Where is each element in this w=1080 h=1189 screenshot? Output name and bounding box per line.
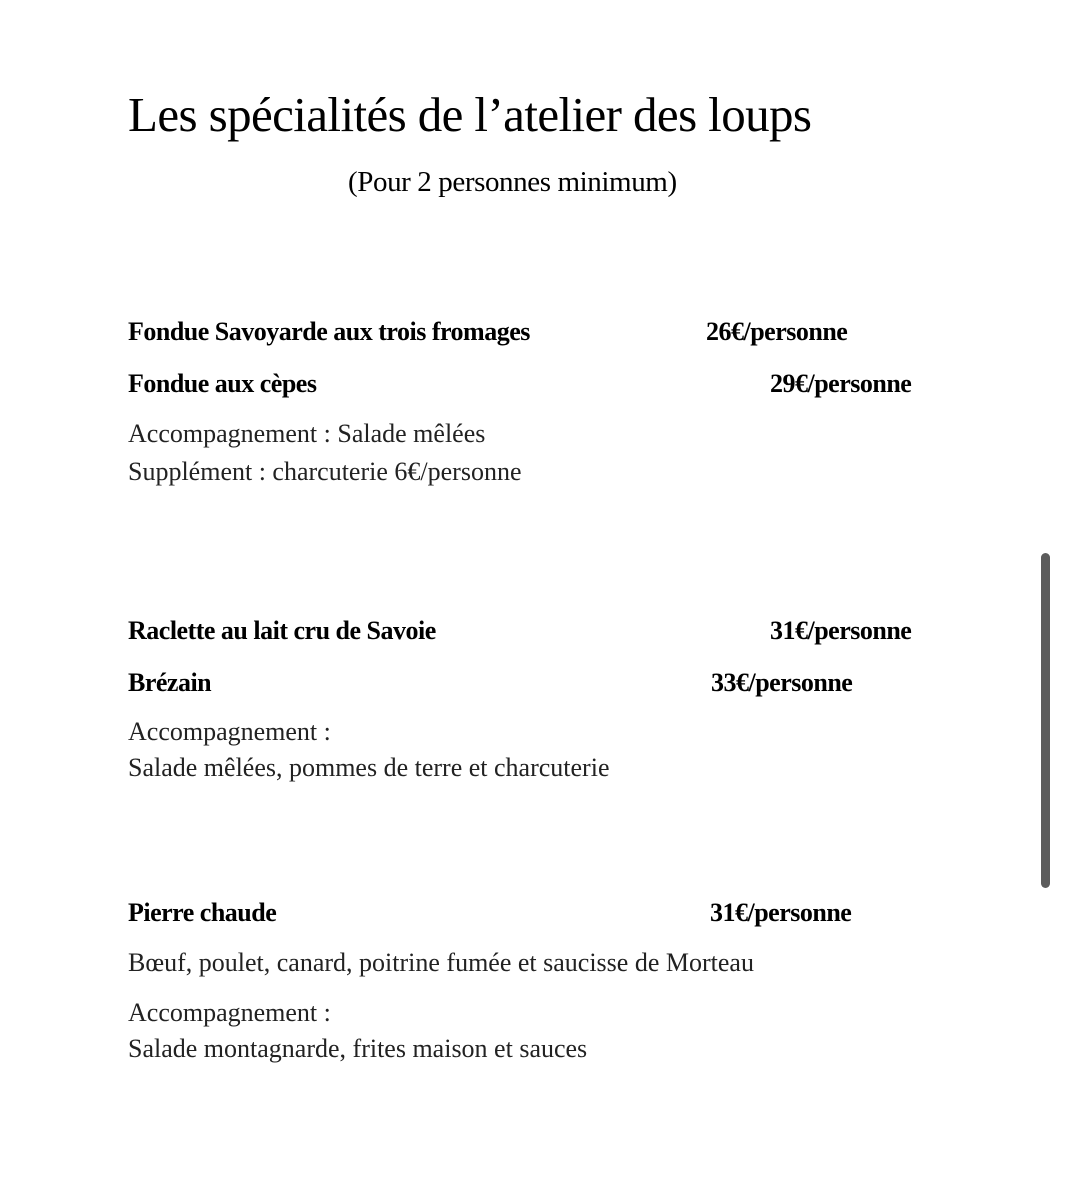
page-subtitle: (Pour 2 personnes minimum) bbox=[348, 166, 677, 198]
accompaniment-note: Accompagnement : bbox=[128, 717, 331, 746]
accompaniment-detail: Salade mêlées, pommes de terre et charcuterie bbox=[128, 753, 610, 782]
dish-price: 33€/personne bbox=[711, 668, 853, 697]
scrollbar-thumb[interactable] bbox=[1041, 553, 1050, 888]
dish-price: 31€/personne bbox=[710, 898, 852, 927]
accompaniment-detail: Salade montagnarde, frites maison et sauces bbox=[128, 1034, 588, 1063]
supplement-note: Supplément : charcuterie 6€/personne bbox=[128, 457, 522, 486]
dish-price: 26€/personne bbox=[706, 317, 848, 346]
dish-price: 31€/personne bbox=[770, 616, 912, 645]
dish-name: Pierre chaude bbox=[128, 898, 277, 927]
dish-name: Brézain bbox=[128, 668, 212, 697]
dish-description: Bœuf, poulet, canard, poitrine fumée et saucisse de Morteau bbox=[128, 948, 754, 977]
dish-price: 29€/personne bbox=[770, 369, 912, 398]
accompaniment-note: Accompagnement : Salade mêlées bbox=[128, 419, 486, 448]
dish-name: Raclette au lait cru de Savoie bbox=[128, 616, 436, 645]
page-title: Les spécialités de l’atelier des loups bbox=[128, 87, 812, 142]
dish-name: Fondue aux cèpes bbox=[128, 369, 317, 398]
accompaniment-note: Accompagnement : bbox=[128, 998, 331, 1027]
dish-name: Fondue Savoyarde aux trois fromages bbox=[128, 317, 530, 346]
